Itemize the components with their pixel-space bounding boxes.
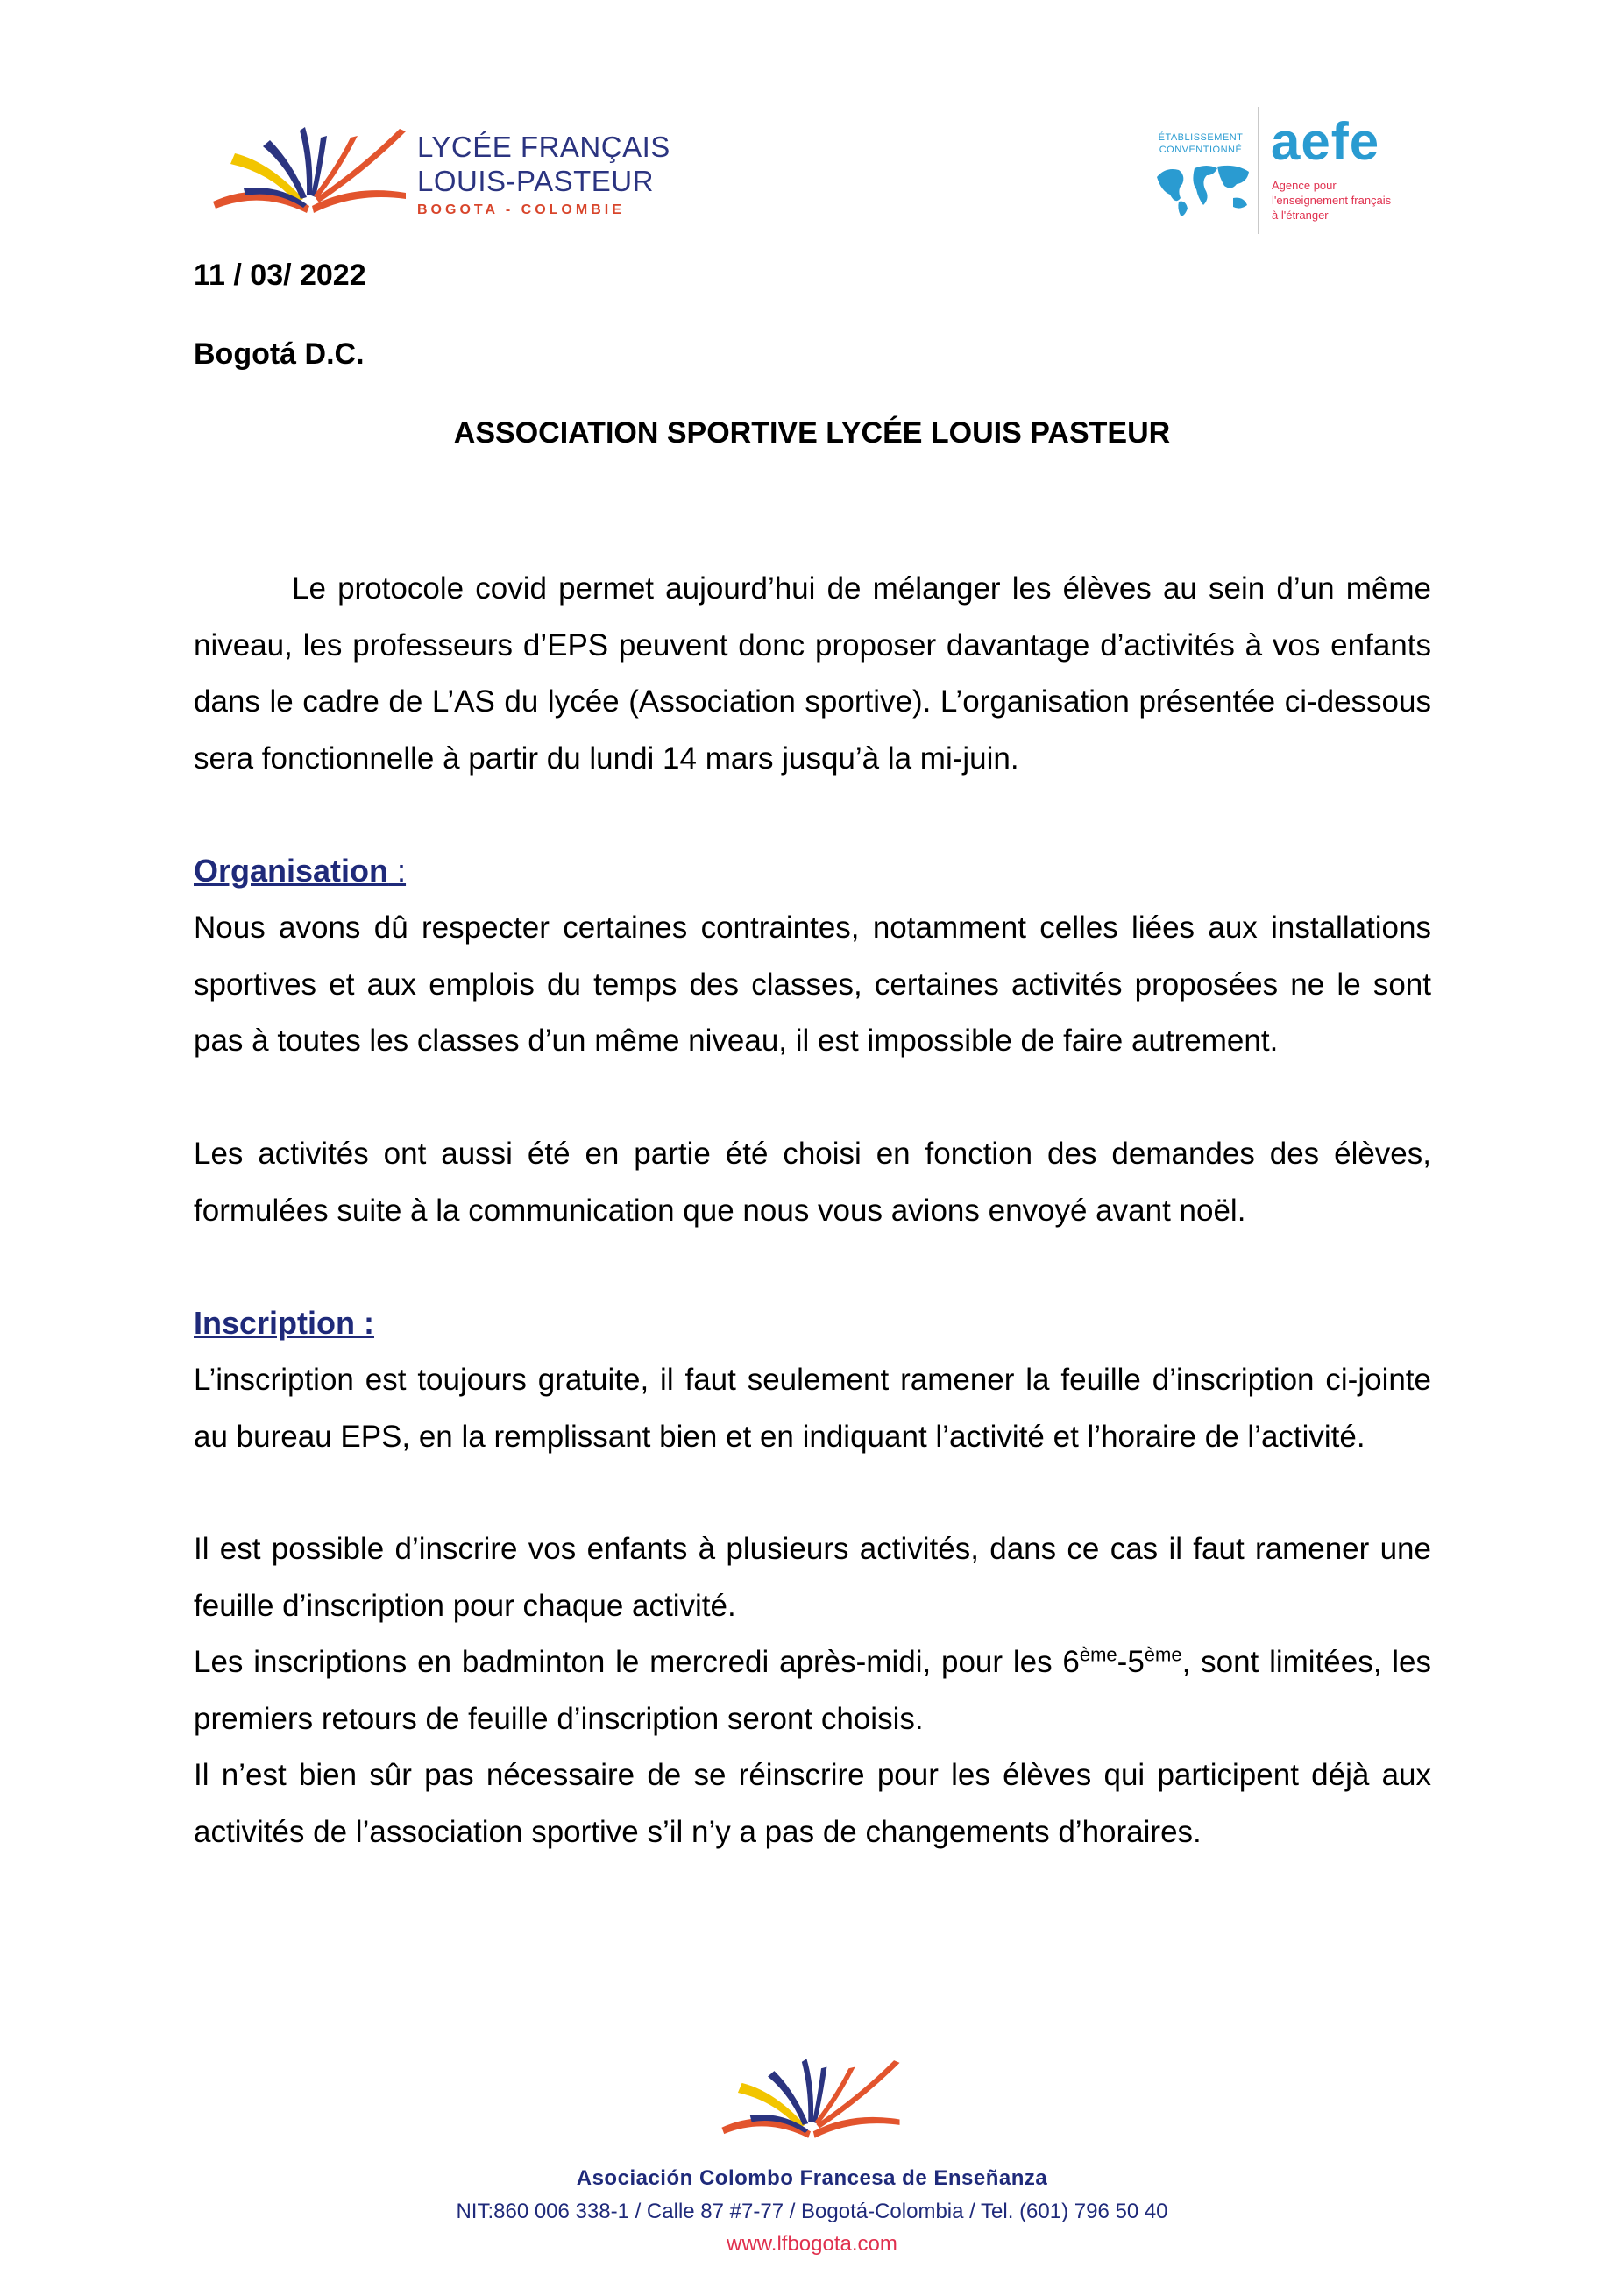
letter-title: ASSOCIATION SPORTIVE LYCÉE LOUIS PASTEUR — [453, 416, 1171, 450]
aefe-label — [1152, 131, 1249, 156]
footer-logo — [714, 2051, 907, 2160]
inscription-p3-sup-1: ème — [1079, 1643, 1117, 1666]
organisation-heading-text: Organisation — [194, 853, 389, 889]
aefe-label-line-2: CONVENTIONNÉ — [1159, 145, 1243, 155]
inscription-paragraph-2: Il est possible d’inscrire vos enfants à plusieurs activités, dans ce cas il faut ramener une feuille d’inscription pour chaque activité. — [194, 1532, 1431, 1623]
aefe-sub-line-1: Agence pour — [1272, 179, 1337, 192]
footer-org-name: Asociación Colombo Francesa de Enseñanza — [576, 2166, 1048, 2190]
intro-paragraph: Le protocole covid permet aujourd’hui de mélanger les élèves au sein d’un même niveau, les professeurs d’EPS peuvent donc proposer davantage d’activités à vos enfants dans le cadre de L’AS du lycée (Association sportive). L’organisation présentée ci-dessous sera fonctionnelle à partir du lundi 14 mars jusqu’à la mi-juin. — [194, 571, 1431, 776]
aefe-subtitle — [1272, 178, 1391, 223]
organisation-heading-colon: : — [388, 853, 407, 889]
lycee-logo — [209, 118, 670, 232]
inscription-paragraph-3 — [194, 1634, 1431, 1747]
letter-date: 11 / 03/ 2022 — [194, 259, 366, 292]
aefe-logo — [1152, 105, 1415, 237]
footer-book-logo-icon — [714, 2051, 907, 2156]
book-logo-icon — [209, 118, 410, 232]
inscription-p3-sup-2: ème — [1144, 1643, 1182, 1666]
inscription-heading: Inscription : — [194, 1305, 374, 1341]
logo-line-1: LYCÉE FRANÇAIS — [417, 131, 670, 163]
organisation-paragraph-1: Nous avons dû respecter certaines contraintes, notamment celles liées aux installations sportives et aux emplois du temps des classes, certaines activités proposées ne le sont pas à toutes les classes d’un même niveau, il est impossible de faire autrement. — [194, 911, 1431, 1058]
inscription-p3-part-a: Les inscriptions en badminton le mercredi après-midi, pour les 6 — [194, 1645, 1080, 1679]
organisation-paragraph-2: Les activités ont aussi été en partie été choisi en fonction des demandes des élèves, formulées suite à la communication que nous vous avions envoyé avant noël. — [194, 1137, 1431, 1228]
organisation-heading — [194, 843, 406, 899]
divider — [1258, 107, 1259, 234]
inscription-p3-part-b: -5 — [1117, 1645, 1145, 1679]
aefe-sub-line-2: l'enseignement français — [1272, 194, 1392, 207]
footer-contact: NIT:860 006 338-1 / Calle 87 #7-77 / Bogotá-Colombia / Tel. (601) 796 50 40 — [456, 2200, 1168, 2223]
footer-website-link[interactable]: www.lfbogota.com — [727, 2232, 897, 2256]
world-map-icon — [1152, 159, 1253, 221]
logo-line-2: LOUIS-PASTEUR — [417, 165, 654, 197]
aefe-wordmark: aefe — [1271, 112, 1380, 171]
inscription-paragraph-4: Il n’est bien sûr pas nécessaire de se réinscrire pour les élèves qui participent déjà aux activités de l’association sportive s’il n’y a pas de changements d’horaires. — [194, 1758, 1431, 1849]
aefe-sub-line-3: à l'étranger — [1272, 209, 1329, 222]
inscription-paragraph-1: L’inscription est toujours gratuite, il faut seulement ramener la feuille d’inscription ci-jointe au bureau EPS, en la remplissant bien et en indiquant l’activité et l’horaire de l’activité. — [194, 1363, 1431, 1454]
logo-line-3: BOGOTA - COLOMBIE — [417, 202, 625, 217]
inscription-p3-part-c: , sont limitées, les premiers retours de feuille d’inscription seront choisis. — [194, 1645, 1431, 1736]
aefe-label-line-1: ÉTABLISSEMENT — [1158, 132, 1244, 143]
letter-city: Bogotá D.C. — [194, 337, 365, 371]
